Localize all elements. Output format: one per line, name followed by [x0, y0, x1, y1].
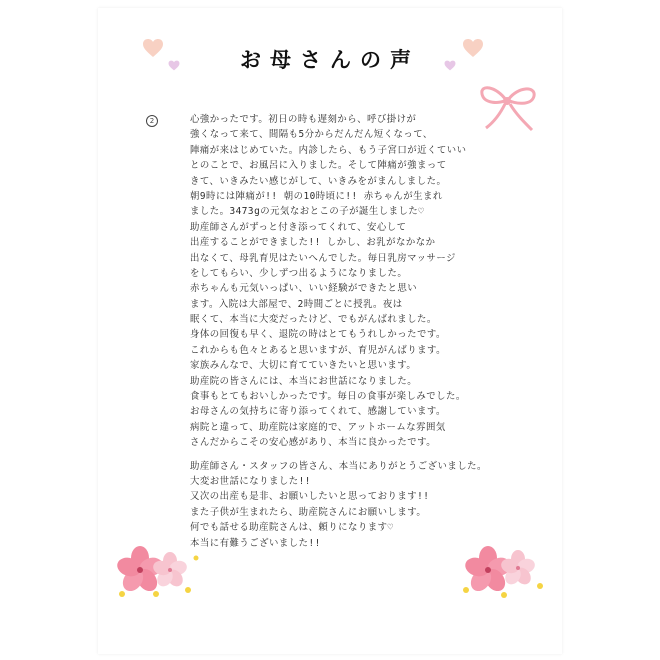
paragraph-marker: 2: [146, 115, 158, 127]
hibiscus-icon: [458, 540, 548, 600]
closing-line: 何でも話せる助産院さんは、頼りになります♡: [190, 522, 394, 534]
letter-line: きて、いきみたい感じがして、いきみをがまんしました。: [190, 175, 447, 187]
closing-line: 助産師さん・スタッフの皆さん、本当にありがとうございました。: [190, 460, 487, 472]
letter-line: お母さんの気持ちに寄り添ってくれて、感謝しています。: [190, 406, 446, 418]
letter-line: 出産することができました!! しかし、お乳がなかなか: [190, 237, 436, 249]
letter-line: 眠くて、本当に大変だったけど、でもがんばれました。: [190, 314, 437, 326]
closing-line: また子供が生まれたら、助産院さんにお願いします。: [190, 506, 427, 518]
letter-line: 家族みんなで、大切に育てていきたいと思います。: [190, 360, 417, 372]
letter-line: 出なくて、母乳育児はたいへんでした。毎日乳房マッサージ: [190, 252, 456, 264]
letter-line: 朝9時には陣痛が!! 朝の10時頃に!! 赤ちゃんが生まれ: [190, 190, 443, 202]
letter-line: 食事もとてもおいしかったです。毎日の食事が楽しみでした。: [190, 391, 466, 403]
letter-line: 助産師さんがずっと付き添ってくれて、安心して: [190, 221, 407, 233]
letter-line: さんだからこその安心感があり、本当に良かったです。: [190, 437, 437, 449]
letter-line: ます。入院は大部屋で、2時間ごとに授乳。夜は: [190, 298, 403, 310]
letter-line: 心強かったです。初日の時も遅刻から、呼び掛けが: [190, 114, 417, 125]
letter-line: 強くなって来て、間隔も5分からだんだん短くなって、: [190, 129, 433, 141]
letter-line: 助産院の皆さんには、本当にお世話になりました。: [190, 375, 418, 387]
page-title: お母さんの声: [240, 47, 420, 72]
hibiscus-icon: [112, 540, 202, 600]
closing-line: 本当に有難うございました!!: [190, 537, 321, 549]
letter-line: これからも色々とあると思いますが、育児がんばります。: [190, 344, 447, 356]
letter-line: とのことで、お風呂に入りました。そして陣痛が強まって: [190, 160, 447, 172]
handwritten-letter: [190, 112, 535, 551]
letter-line: ました。3473gの元気なおとこの子が誕生しました♡: [190, 206, 425, 218]
letter-line: 赤ちゃんも元気いっぱい、いい経験ができたと思い: [190, 283, 418, 295]
letter-line: 身体の回復も早く、退院の時はとてもうれしかったです。: [190, 329, 446, 341]
letter-line: 陣痛が来はじめていた。内診したら、もう子宮口が近くていい: [190, 144, 467, 156]
closing-line: 又次の出産も是非、お願いしたいと思っております!!: [190, 491, 430, 503]
letter-line: 病院と違って、助産院は家庭的で、アットホームな雰囲気: [190, 421, 446, 433]
letter-line: をしてもらい、少しずつ出るようになりました。: [190, 267, 408, 279]
closing-line: 大変お世話になりました!!: [190, 475, 311, 487]
